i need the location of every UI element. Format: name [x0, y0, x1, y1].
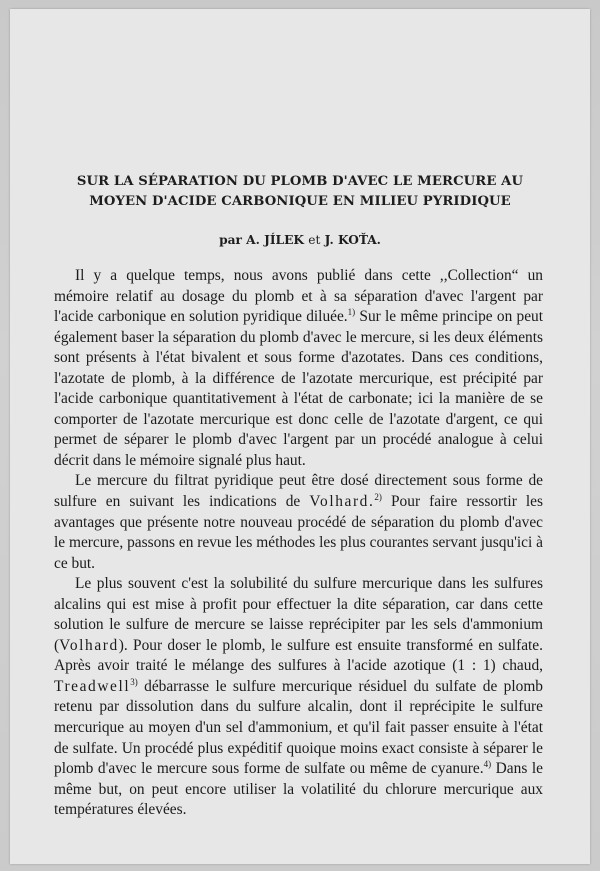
author-conjunction: et: [308, 233, 321, 247]
footnote-ref-4: 4): [483, 759, 492, 769]
paragraph-3-text-d: Dans le même but, on peut encore utiliser la volatilité du chlorure mercurique aux températures élevées.: [54, 760, 544, 819]
article-body: [54, 266, 543, 821]
paragraph-3: [54, 574, 543, 821]
footnote-ref-3: 3): [130, 676, 138, 687]
paragraph-3-text-b: ). Pour doser le plomb, le sulfure est ensuite transformé en sulfate. Après avoir traité le mélange des sulfures à l'acide azotique (1 : 1) chaud,: [54, 636, 543, 675]
paragraph-1: [54, 266, 543, 471]
paragraph-3-text-c: débarrasse le sulfure mercurique résiduel du sulfate de plomb retenu par dissolution dans du sulfure alcalin, dont il reprécipite le sulfure mercurique au moyen d'un sel d'ammonium, et qu'il fait passer ensuite à l'état de sulfate. Un procédé plus expéditif quoique moins exact consiste à séparer le plomb d'avec le mercure sous forme de sulfate ou même de cyanure.: [54, 677, 543, 778]
author-first: par A. JÍLEK: [219, 233, 305, 247]
paragraph-1-continuation: Sur le même principe on peut également baser la séparation du plomb d'avec le mercure, si les deux éléments sont présents à l'état bivalent et sous forme d'azotates. Dans ces conditions, l'azotate de plomb, à la différence de l'azotate mercurique, est précipité par l'acide carbonique quantitativement à l'état de carbonate; ici la manière de se comporter de l'azotate mercurique est donc celle de l'azotate d'argent, ce qui permet de séparer le plomb d'avec l'argent par un procédé analogue à celui décrit dans le mémoire signalé plus haut.: [54, 308, 544, 469]
footnote-ref-1: 1): [347, 306, 356, 317]
title-line-2: MOYEN D'ACIDE CARBONIQUE EN MILIEU PYRIDIQUE: [89, 194, 511, 209]
author-line: [0, 233, 600, 247]
paragraph-2: [54, 471, 543, 574]
article-title: [0, 172, 600, 212]
author-name-volhard-2: Volhard: [59, 636, 119, 654]
paragraph-2-text-b: Pour faire ressortir les avantages que présente notre nouveau procédé de séparation du plomb d'avec le mercure, passons en revue les méthodes les plus courantes servant jusqu'ici à ce but.: [54, 493, 543, 572]
author-name-treadwell: Treadwell: [54, 677, 131, 695]
paragraph-3-text-a: Le plus souvent c'est la solubilité du sulfure mercurique dans les sulfures alcalins qui est mise à profit pour effectuer la dite séparation, car dans cette solution le sulfure de mercure se laisse reprécipiter par les sels d'ammonium (: [54, 575, 543, 654]
paragraph-2-text-a: Le mercure du filtrat pyridique peut être dosé directement sous forme de sulfure en suivant les indications de: [54, 472, 543, 511]
footnote-ref-2: 2): [374, 491, 382, 502]
author-name-volhard: Volhard.: [309, 493, 375, 511]
paragraph-1-text: Il y a quelque temps, nous avons publié dans cette ,,Collection“ un mémoire relatif au dosage du plomb et à sa séparation d'avec l'argent par l'acide carbonique en solution pyridique diluée.: [54, 267, 543, 326]
author-second: J. KOŤA.: [324, 233, 381, 247]
title-line-1: SUR LA SÉPARATION DU PLOMB D'AVEC LE MERCURE AU: [76, 174, 524, 189]
